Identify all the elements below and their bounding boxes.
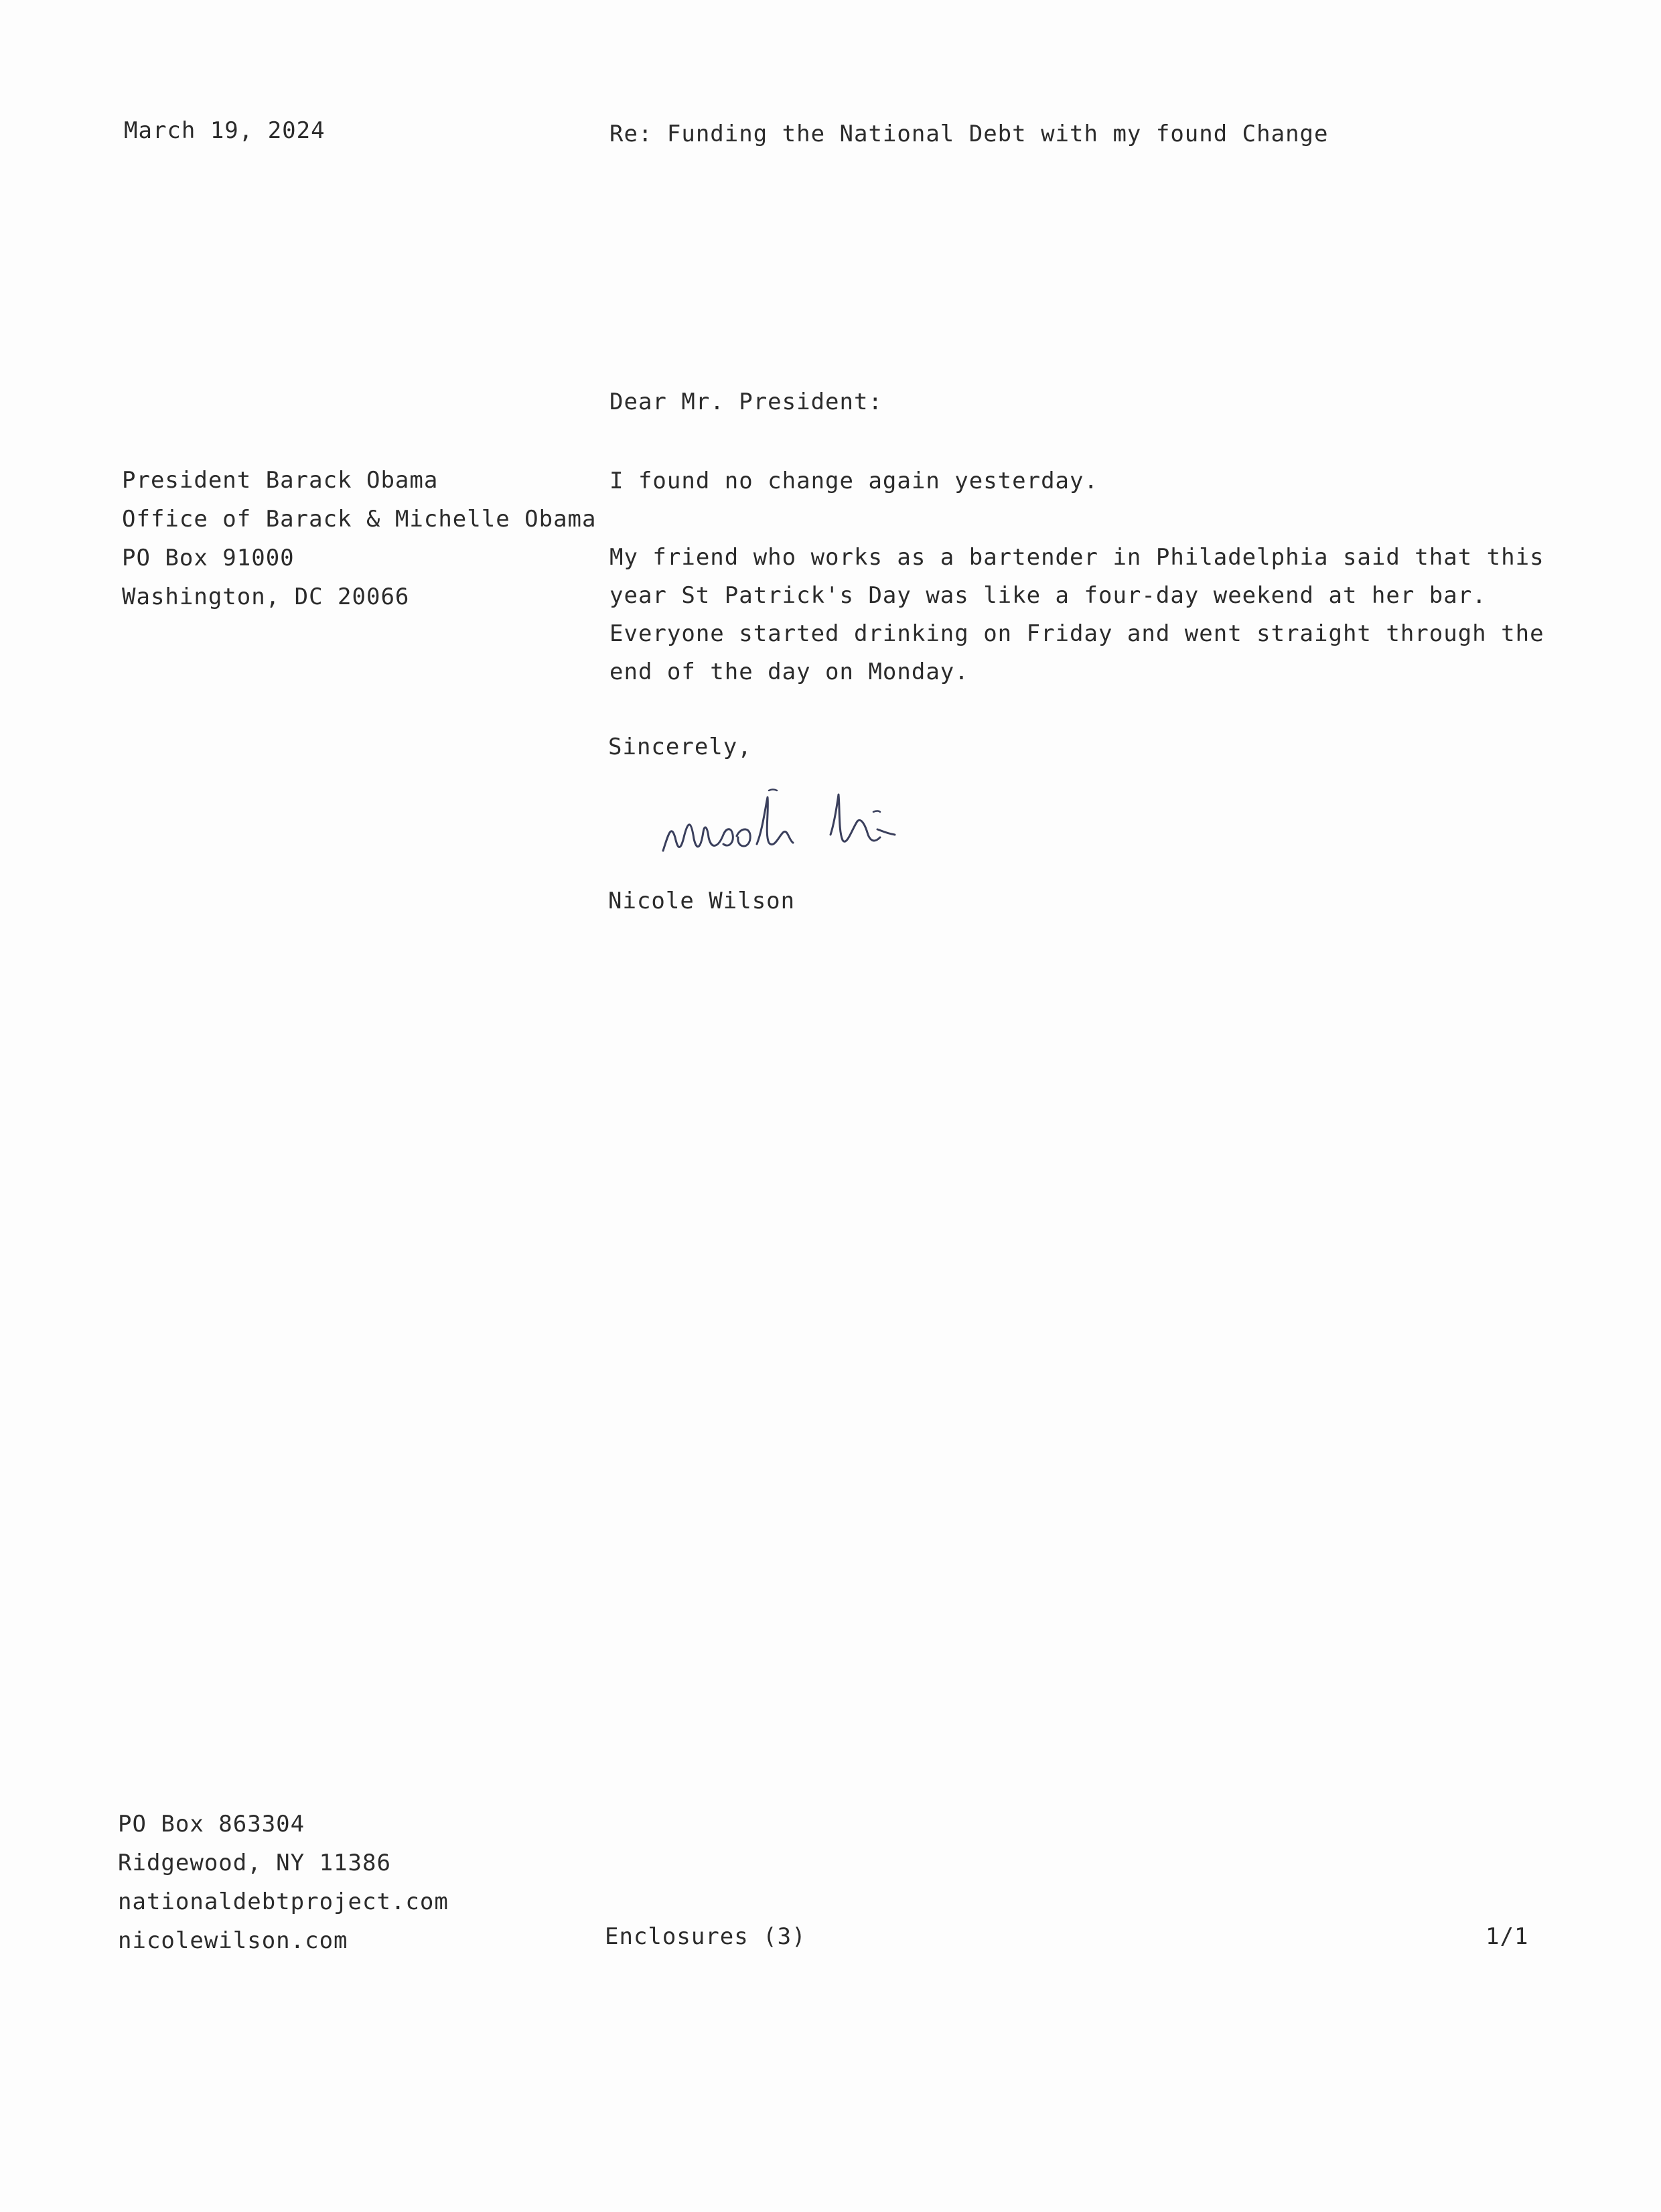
enclosures-note: Enclosures (3) xyxy=(605,1923,806,1950)
recipient-office: Office of Barack & Michelle Obama xyxy=(122,506,597,533)
signer-name: Nicole Wilson xyxy=(608,888,796,914)
letter-date: March 19, 2024 xyxy=(124,117,326,144)
salutation: Dear Mr. President: xyxy=(609,389,883,415)
handwritten-signature xyxy=(656,770,951,871)
sender-city: Ridgewood, NY 11386 xyxy=(118,1850,391,1876)
body-line: My friend who works as a bartender in Philadelphia said that this xyxy=(609,544,1544,571)
sender-website-2: nicolewilson.com xyxy=(118,1927,348,1954)
recipient-name: President Barack Obama xyxy=(122,467,439,494)
body-paragraph-2 xyxy=(609,539,1547,691)
subject-line: Re: Funding the National Debt with my found Change xyxy=(609,121,1329,147)
recipient-address xyxy=(122,461,597,616)
letter-body xyxy=(609,462,1547,691)
sender-website-1: nationaldebtproject.com xyxy=(118,1888,449,1915)
sender-po-box: PO Box 863304 xyxy=(118,1811,305,1838)
recipient-po-box: PO Box 91000 xyxy=(122,545,295,571)
page-number: 1/1 xyxy=(1486,1923,1529,1950)
body-paragraph-1: I found no change again yesterday. xyxy=(609,468,1098,494)
body-line: year St Patrick's Day was like a four-day weekend at her bar. xyxy=(609,582,1487,609)
sender-address xyxy=(118,1805,449,1960)
closing: Sincerely, xyxy=(608,734,752,760)
recipient-city: Washington, DC 20066 xyxy=(122,583,410,610)
body-line: Everyone started drinking on Friday and went straight through the xyxy=(609,620,1544,647)
body-line: end of the day on Monday. xyxy=(609,659,969,685)
